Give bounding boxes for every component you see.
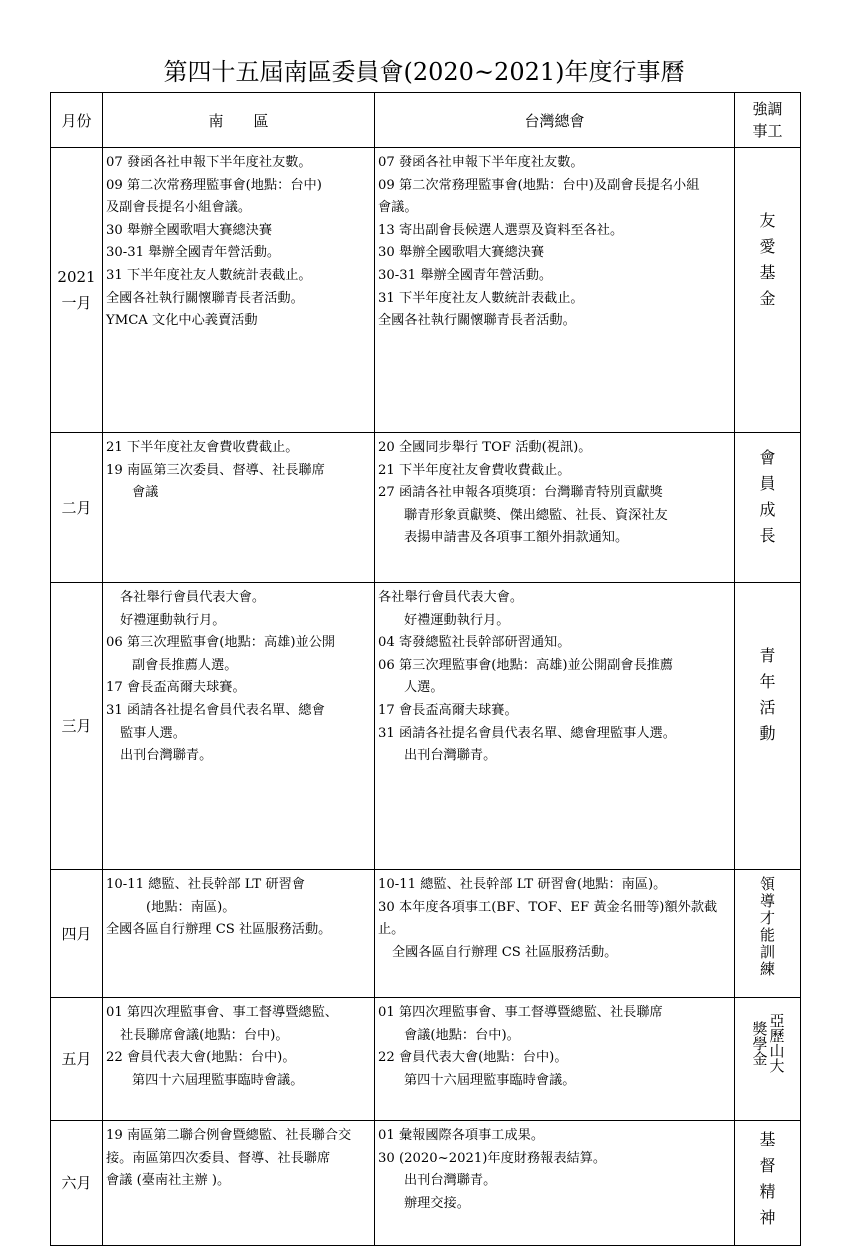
header-south: 南 區 [103, 93, 375, 148]
table-row [51, 433, 801, 583]
focus-cell: 會 員 成 長 [735, 433, 801, 583]
focus-cell: 青 年 活 動 [735, 583, 801, 870]
month-cell: 2021 一月 [51, 148, 103, 433]
table-row [51, 583, 801, 870]
table-row [51, 148, 801, 433]
month-cell: 六月 [51, 1121, 103, 1246]
header-taiwan: 台灣總會 [375, 93, 735, 148]
table-row [51, 998, 801, 1121]
header-month: 月份 [51, 93, 103, 148]
south-cell: 21 下半年度社友會費收費截止。 19 南區第三次委員、督導、社長聯席 會議 [103, 433, 375, 583]
table-row [51, 1121, 801, 1246]
south-cell: 01 第四次理監事會、事工督導暨總監、 社長聯席會議(地點：台中)。 22 會員代表大會(地點：台中)。 第四十六屆理監事臨時會議。 [103, 998, 375, 1121]
calendar-table [50, 92, 801, 1246]
taiwan-cell: 10-11 總監、社長幹部 LT 研習會(地點：南區)。 30 本年度各項事工(BF、TOF、EF 黃金名冊等)額外款截 止。 全國各區自行辦理 CS 社區服務活動。 [375, 870, 735, 998]
month-cell: 三月 [51, 583, 103, 870]
taiwan-cell: 各社舉行會員代表大會。 好禮運動執行月。 04 寄發總監社長幹部研習通知。 06 第三次理監事會(地點：高雄)並公開副會長推薦 人選。 17 會長盃高爾夫球賽。 31 函請各社提名會員代表名單、總會理監事人選。 出刊台灣聯青。 [375, 583, 735, 870]
south-cell: 19 南區第二聯合例會暨總監、社長聯合交 接。南區第四次委員、督導、社長聯席 會議 (臺南社主辦 )。 [103, 1121, 375, 1246]
month-cell: 四月 [51, 870, 103, 998]
table-header-row [51, 93, 801, 148]
focus-cell: 亞歷山大獎學金 [735, 998, 801, 1121]
taiwan-cell: 01 第四次理監事會、事工督導暨總監、社長聯席 會議(地點：台中)。 22 會員代表大會(地點：台中)。 第四十六屆理監事臨時會議。 [375, 998, 735, 1121]
south-cell: 各社舉行會員代表大會。 好禮運動執行月。 06 第三次理監事會(地點：高雄)並公開 副會長推薦人選。 17 會長盃高爾夫球賽。 31 函請各社提名會員代表名單、總會 監事人選。 出刊台灣聯青。 [103, 583, 375, 870]
taiwan-cell: 01 彙報國際各項事工成果。 30 (2020~2021)年度財務報表結算。 出刊台灣聯青。 辦理交接。 [375, 1121, 735, 1246]
focus-cell: 基 督 精 神 [735, 1121, 801, 1246]
south-cell: 07 發函各社申報下半年度社友數。 09 第二次常務理監事會(地點：台中) 及副會長提名小組會議。 30 舉辦全國歌唱大賽總決賽 30-31 舉辦全國青年營活動。 31 下半年度社友人數統計表截止。 全國各社執行關懷聯青長者活動。 YMCA 文化中心義賣活動 [103, 148, 375, 433]
page-title: 第四十五屆南區委員會(2020~2021)年度行事曆 [163, 58, 685, 86]
taiwan-cell: 07 發函各社申報下半年度社友數。 09 第二次常務理監事會(地點：台中)及副會長提名小組 會議。 13 寄出副會長候選人選票及資料至各社。 30 舉辦全國歌唱大賽總決賽 30-31 舉辦全國青年營活動。 31 下半年度社友人數統計表截止。 全國各社執行關懷聯青長者活動。 [375, 148, 735, 433]
south-cell: 10-11 總監、社長幹部 LT 研習會 (地點：南區)。 全國各區自行辦理 CS 社區服務活動。 [103, 870, 375, 998]
header-focus: 強調 事工 [735, 93, 801, 148]
focus-cell: 領導才能訓練 [735, 870, 801, 998]
taiwan-cell: 20 全國同步舉行 TOF 活動(視訊)。 21 下半年度社友會費收費截止。 27 函請各社申報各項獎項：台灣聯青特別貢獻獎 聯青形象貢獻獎、傑出總監、社長、資深社友 表揚申請書及各項事工額外捐款通知。 [375, 433, 735, 583]
month-cell: 二月 [51, 433, 103, 583]
table-row [51, 870, 801, 998]
focus-cell: 友 愛 基 金 [735, 148, 801, 433]
month-cell: 五月 [51, 998, 103, 1121]
